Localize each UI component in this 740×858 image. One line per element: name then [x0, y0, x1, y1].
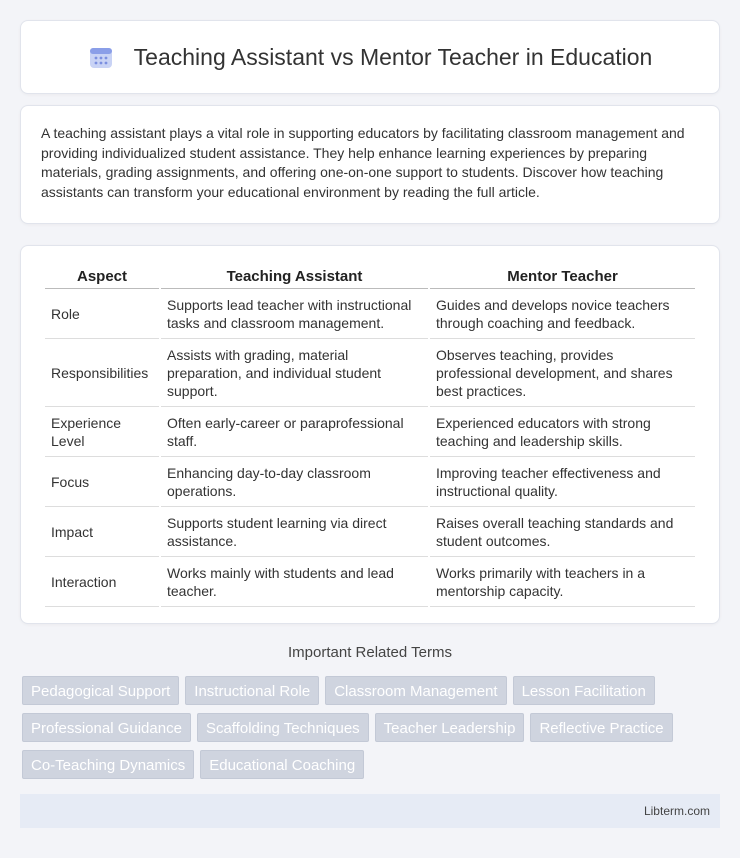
aspect-cell: Role: [45, 289, 159, 339]
header-aspect: Aspect: [45, 264, 159, 289]
teaching-assistant-cell: Works mainly with students and lead teacher.: [161, 557, 428, 607]
aspect-cell: Focus: [45, 457, 159, 507]
aspect-cell: Impact: [45, 507, 159, 557]
intro-text: A teaching assistant plays a vital role in supporting educators by facilitating classroom management and providing individualized student assistance. They help enhance learning experiences by preparing materials, grading assignments, and offering one-on-one support to students. Discover how teaching assistants can transform your educational environment by reading the full article.: [20, 105, 720, 224]
related-term-tag[interactable]: Educational Coaching: [200, 750, 364, 779]
header-teaching-assistant: Teaching Assistant: [161, 264, 428, 289]
calendar-icon: [88, 44, 114, 70]
mentor-teacher-cell: Improving teacher effectiveness and instructional quality.: [430, 457, 695, 507]
mentor-teacher-cell: Guides and develops novice teachers through coaching and feedback.: [430, 289, 695, 339]
mentor-teacher-cell: Observes teaching, provides professional development, and shares best practices.: [430, 339, 695, 407]
related-term-tag[interactable]: Professional Guidance: [22, 713, 191, 742]
comparison-table-card: [20, 245, 720, 624]
table-row: [45, 407, 695, 457]
teaching-assistant-cell: Supports lead teacher with instructional tasks and classroom management.: [161, 289, 428, 339]
related-terms-title: Important Related Terms: [288, 644, 452, 661]
related-term-tag[interactable]: Instructional Role: [185, 676, 319, 705]
related-term-tag[interactable]: Classroom Management: [325, 676, 506, 705]
related-term-tag[interactable]: Teacher Leadership: [375, 713, 525, 742]
mentor-teacher-cell: Experienced educators with strong teaching and leadership skills.: [430, 407, 695, 457]
footer-site-link[interactable]: Libterm.com: [643, 804, 710, 818]
related-term-tag[interactable]: Co-Teaching Dynamics: [22, 750, 194, 779]
related-term-tag[interactable]: Pedagogical Support: [22, 676, 179, 705]
table-row: [45, 457, 695, 507]
mentor-teacher-cell: Works primarily with teachers in a mentorship capacity.: [430, 557, 695, 607]
aspect-cell: Interaction: [45, 557, 159, 607]
related-term-tag[interactable]: Reflective Practice: [530, 713, 672, 742]
aspect-cell: Experience Level: [45, 407, 159, 457]
table-row: [45, 289, 695, 339]
related-terms-list: [22, 676, 722, 779]
table-row: [45, 557, 695, 607]
teaching-assistant-cell: Enhancing day-to-day classroom operations.: [161, 457, 428, 507]
table-row: [45, 507, 695, 557]
related-term-tag[interactable]: Lesson Facilitation: [513, 676, 655, 705]
page-header: [20, 20, 720, 94]
page-title: Teaching Assistant vs Mentor Teacher in Education: [133, 43, 653, 70]
comparison-table: [43, 264, 697, 607]
teaching-assistant-cell: Supports student learning via direct assistance.: [161, 507, 428, 557]
related-term-tag[interactable]: Scaffolding Techniques: [197, 713, 369, 742]
aspect-cell: Responsibilities: [45, 339, 159, 407]
table-row: [45, 339, 695, 407]
footer: [20, 794, 720, 828]
teaching-assistant-cell: Assists with grading, material preparation, and individual student support.: [161, 339, 428, 407]
header-mentor-teacher: Mentor Teacher: [430, 264, 695, 289]
teaching-assistant-cell: Often early-career or paraprofessional staff.: [161, 407, 428, 457]
mentor-teacher-cell: Raises overall teaching standards and student outcomes.: [430, 507, 695, 557]
